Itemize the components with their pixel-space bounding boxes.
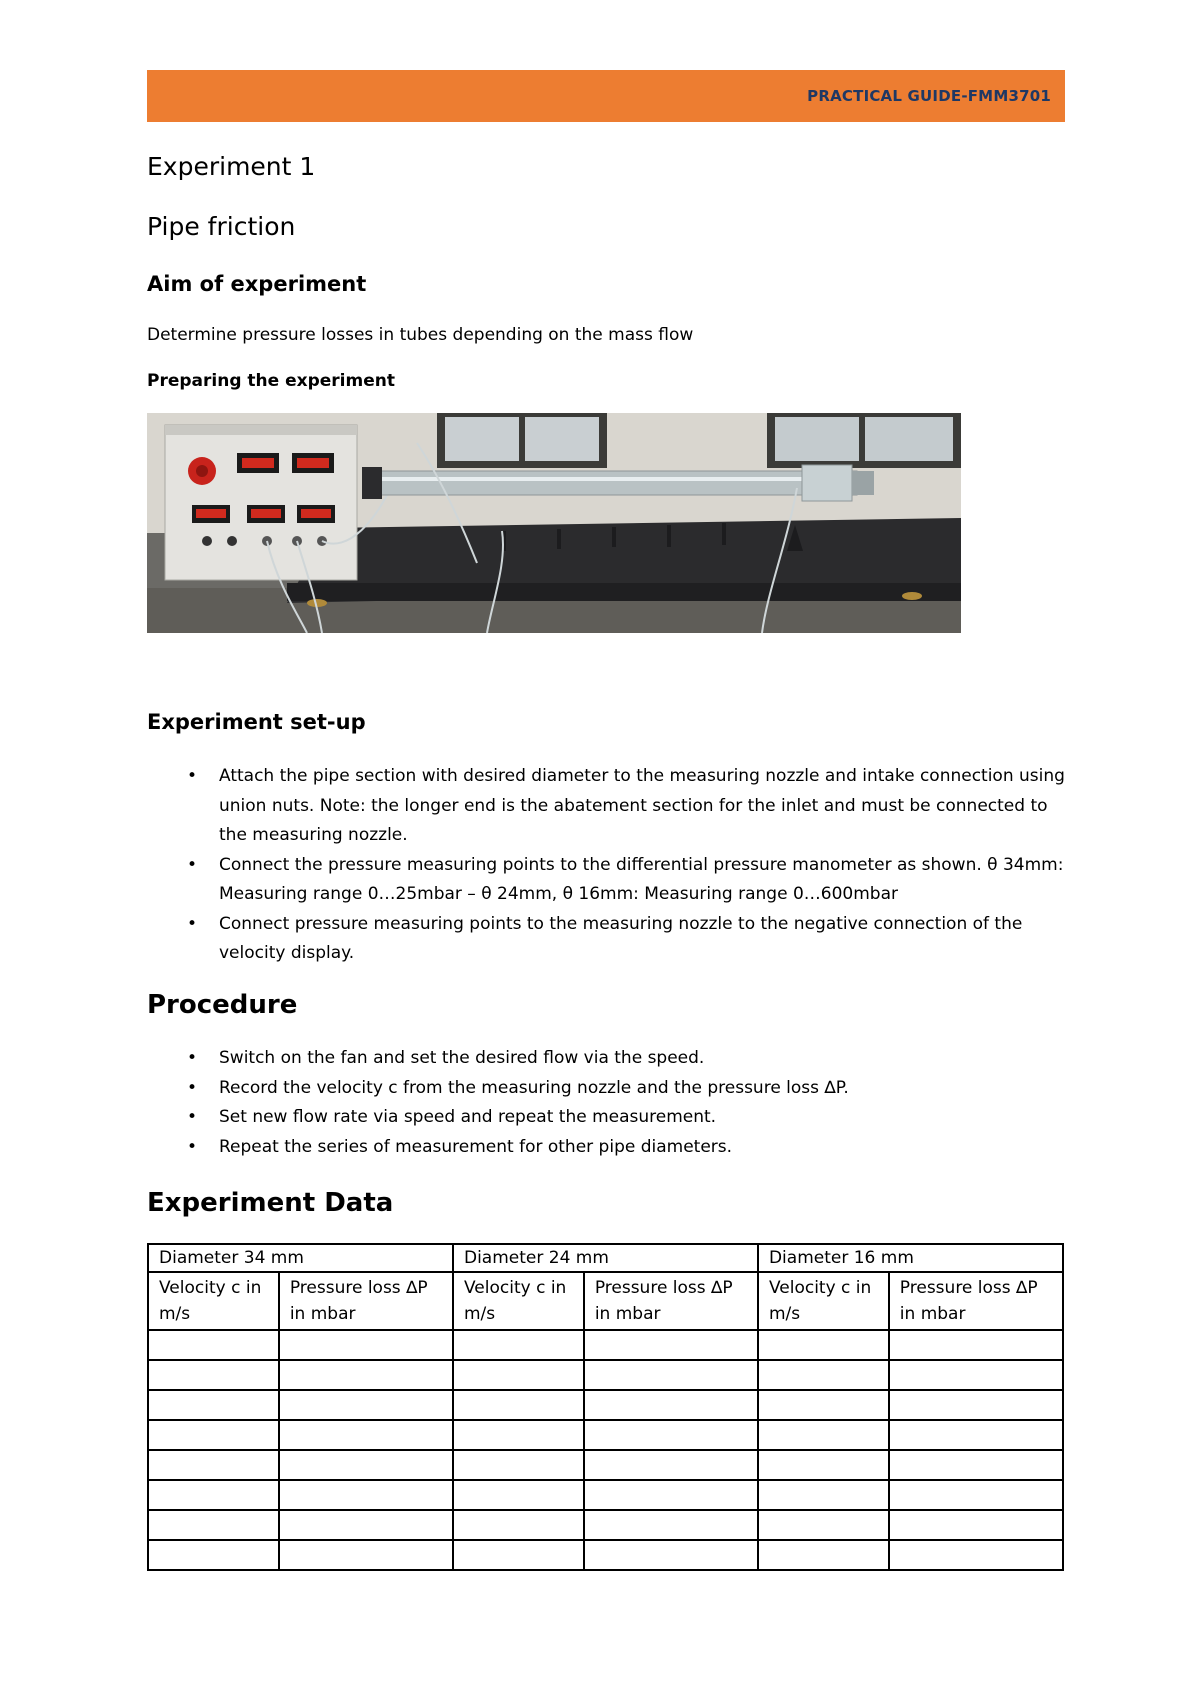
table-cell: [584, 1330, 758, 1360]
pressure-header: Pressure loss ∆P in mbar: [584, 1272, 758, 1330]
table-cell: [148, 1360, 279, 1390]
table-cell: [889, 1360, 1063, 1390]
list-item: • Switch on the fan and set the desired flow via the speed.: [147, 1044, 1067, 1074]
table-cell: [889, 1510, 1063, 1540]
table-group-row: [148, 1244, 1063, 1272]
page-title: Experiment 1: [147, 152, 316, 181]
table-subheader-row: [148, 1272, 1063, 1330]
table-cell: [279, 1540, 453, 1570]
table-row: [148, 1480, 1063, 1510]
table-cell: [148, 1330, 279, 1360]
setup-heading: Experiment set-up: [147, 710, 366, 734]
table-cell: [453, 1450, 584, 1480]
list-item: • Connect the pressure measuring points to the differential pressure manometer as shown. θ 34mm: Measuring range 0…25mbar – θ 24mm, θ 16mm: Measuring range 0…600mbar: [147, 851, 1067, 910]
velocity-header: Velocity c in m/s: [453, 1272, 584, 1330]
procedure-list: [147, 1044, 1067, 1162]
table-cell: [584, 1510, 758, 1540]
table-cell: [453, 1330, 584, 1360]
table-cell: [148, 1420, 279, 1450]
table-cell: [889, 1540, 1063, 1570]
table-cell: [584, 1540, 758, 1570]
table-cell: [279, 1420, 453, 1450]
data-heading: Experiment Data: [147, 1188, 394, 1218]
table-cell: [584, 1420, 758, 1450]
table-cell: [279, 1390, 453, 1420]
table-cell: [584, 1450, 758, 1480]
table-row: [148, 1420, 1063, 1450]
group-header-24: Diameter 24 mm: [453, 1244, 758, 1272]
list-item: • Record the velocity c from the measuring nozzle and the pressure loss ∆P.: [147, 1074, 1067, 1104]
table-row: [148, 1450, 1063, 1480]
table-cell: [453, 1420, 584, 1450]
table-row: [148, 1510, 1063, 1540]
table-cell: [279, 1450, 453, 1480]
table-cell: [453, 1480, 584, 1510]
experiment-data-table: [147, 1243, 1064, 1571]
header-text: PRACTICAL GUIDE-FMM3701: [807, 87, 1051, 105]
header-bar: [147, 70, 1065, 122]
table-cell: [889, 1390, 1063, 1420]
aim-text: Determine pressure losses in tubes depending on the mass flow: [147, 325, 694, 345]
procedure-heading: Procedure: [147, 990, 298, 1020]
group-header-16: Diameter 16 mm: [758, 1244, 1063, 1272]
velocity-header: Velocity c in m/s: [758, 1272, 889, 1330]
table-cell: [889, 1480, 1063, 1510]
table-cell: [584, 1390, 758, 1420]
table-cell: [889, 1450, 1063, 1480]
list-item: • Connect pressure measuring points to the measuring nozzle to the negative connection of the velocity display.: [147, 910, 1067, 969]
table-cell: [148, 1480, 279, 1510]
apparatus-photo: [147, 413, 961, 633]
table-cell: [758, 1420, 889, 1450]
table-cell: [453, 1510, 584, 1540]
table-cell: [453, 1390, 584, 1420]
table-cell: [453, 1540, 584, 1570]
table-row: [148, 1360, 1063, 1390]
aim-heading: Aim of experiment: [147, 272, 367, 296]
list-item: • Repeat the series of measurement for other pipe diameters.: [147, 1133, 1067, 1163]
pressure-header: Pressure loss ∆P in mbar: [279, 1272, 453, 1330]
page-subtitle: Pipe friction: [147, 212, 296, 241]
table-cell: [889, 1330, 1063, 1360]
table-cell: [758, 1450, 889, 1480]
table-cell: [279, 1360, 453, 1390]
table-cell: [584, 1480, 758, 1510]
list-item: • Set new flow rate via speed and repeat the measurement.: [147, 1103, 1067, 1133]
list-item: • Attach the pipe section with desired diameter to the measuring nozzle and intake connection using union nuts. Note: the longer end is the abatement section for the inlet and must be connected to the measuring nozzle.: [147, 762, 1067, 851]
table-cell: [889, 1420, 1063, 1450]
group-header-34: Diameter 34 mm: [148, 1244, 453, 1272]
table-cell: [758, 1510, 889, 1540]
table-cell: [758, 1480, 889, 1510]
table-cell: [148, 1450, 279, 1480]
table-cell: [758, 1540, 889, 1570]
table-cell: [584, 1360, 758, 1390]
table-cell: [279, 1330, 453, 1360]
setup-list: [147, 762, 1067, 969]
table-row: [148, 1390, 1063, 1420]
table-cell: [758, 1390, 889, 1420]
table-cell: [148, 1510, 279, 1540]
pressure-header: Pressure loss ∆P in mbar: [889, 1272, 1063, 1330]
table-cell: [279, 1510, 453, 1540]
table-cell: [148, 1390, 279, 1420]
velocity-header: Velocity c in m/s: [148, 1272, 279, 1330]
preparing-heading: Preparing the experiment: [147, 371, 395, 391]
table-cell: [148, 1540, 279, 1570]
table-cell: [453, 1360, 584, 1390]
table-cell: [758, 1330, 889, 1360]
table-cell: [279, 1480, 453, 1510]
table-cell: [758, 1360, 889, 1390]
table-row: [148, 1540, 1063, 1570]
table-row: [148, 1330, 1063, 1360]
